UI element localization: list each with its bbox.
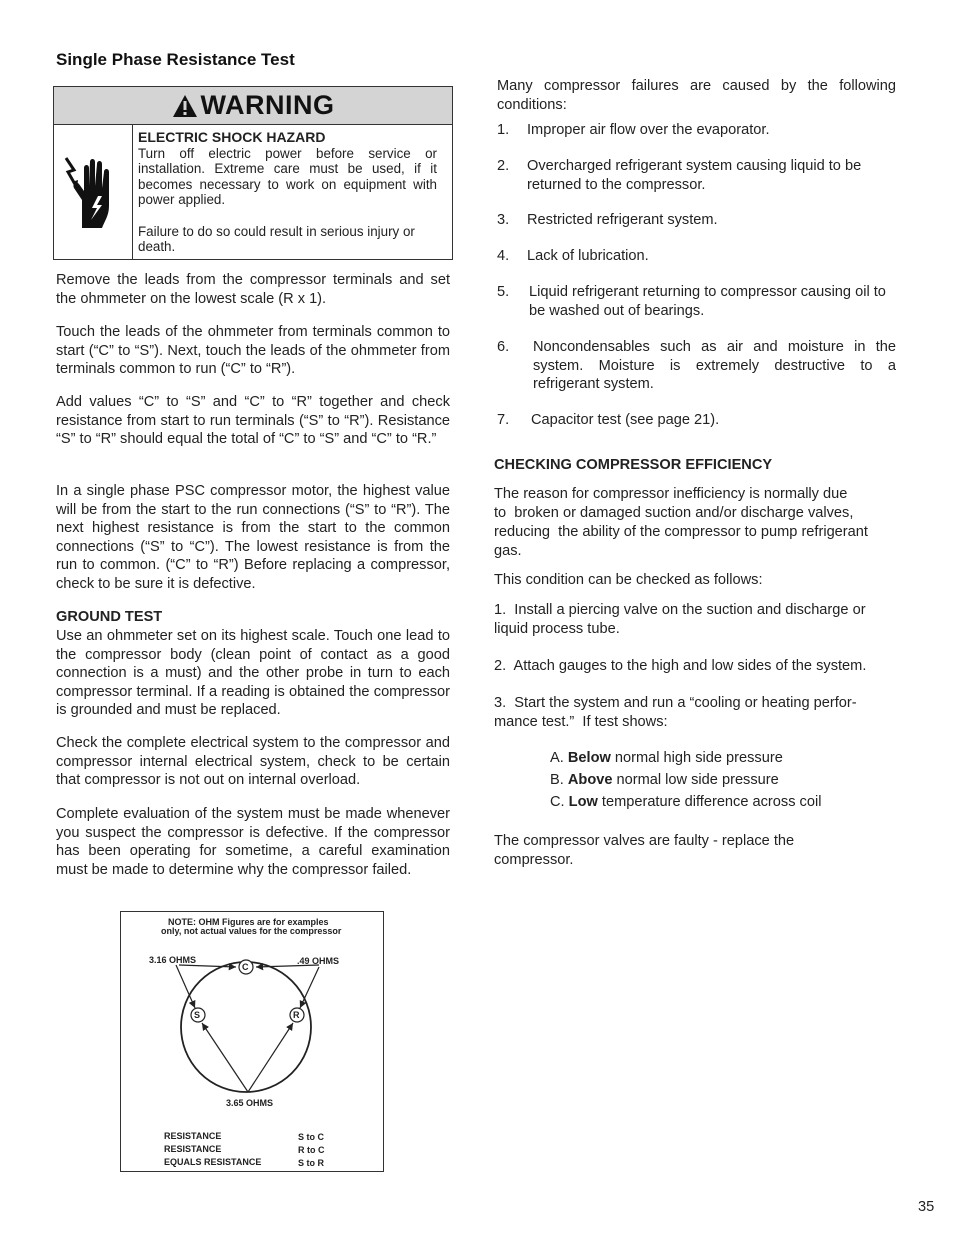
paragraph-check-electrical: Check the complete electrical system to the compressor and compressor internal electrical system, check to be certain that compressor is not out on internal overload. (56, 735, 450, 789)
note-line-1: NOTE: OHM Figures are for examples (168, 917, 329, 927)
step-2: 2. Attach gauges to the high and low sides of the system. (494, 658, 867, 674)
list-text: Capacitor test (see page 21). (531, 412, 720, 428)
sub-item-b (550, 772, 779, 788)
step-3-line: mance test.” If test shows: (494, 714, 668, 730)
paragraph-remove-leads: Remove the leads from the compressor terminals and set the ohmmeter on the lowest scale (R x 1). (56, 272, 450, 307)
paragraph-touch-leads: Touch the leads of the ohmmeter from terminals common to start (“C” to “S”). Next, touch the leads of the ohmmeter from terminals common to run (“C” to “R”). (56, 324, 450, 378)
conclusion-line: compressor. (494, 852, 574, 868)
sub-item-a (550, 750, 783, 766)
label-049-ohms: .49 OHMS (297, 956, 340, 966)
ohm-diagram (120, 911, 384, 1172)
sub-bold: Low (568, 794, 598, 810)
label-3-16-ohms: 3.16 OHMS (149, 955, 197, 965)
list-text: Restricted refrigerant system. (527, 212, 718, 228)
resistance-row-value: R to C (298, 1145, 325, 1155)
electric-shock-hand-icon (54, 125, 133, 260)
sub-letter: A. (550, 750, 564, 766)
list-text: Lack of lubrication. (527, 248, 649, 264)
warning-instruction: Turn off electric power before service or installation. Extreme care must be used, if it becomes necessary to work on equipment with power applied. (138, 145, 437, 207)
list-text: Noncondensables such as air and moisture in the system. Moisture is extremely destructive to a refrigerant system. (533, 339, 896, 393)
warning-triangle-icon (172, 94, 198, 118)
list-text: Liquid refrigerant returning to compressor causing oil to be washed out of bearings. (529, 284, 886, 319)
warning-box (53, 86, 453, 260)
resistance-row-label: EQUALS RESISTANCE (164, 1157, 262, 1167)
sub-text: normal high side pressure (610, 750, 783, 766)
condition-text: This condition can be checked as follows: (494, 572, 763, 588)
sub-bold: Above (567, 772, 613, 788)
paragraph-evaluation: Complete evaluation of the system must be made whenever you suspect the compressor is defective. If the compressor has been operating for sometime, a careful examination must be made to determine why the compressor failed. (56, 806, 450, 878)
warning-consequence: Failure to do so could result in serious injury or death. (138, 223, 415, 254)
list-text: Improper air flow over the evaporator. (527, 122, 770, 138)
page-number: 35 (918, 1199, 935, 1215)
sub-text: temperature difference across coil (597, 794, 822, 810)
efficiency-line: to broken or damaged suction and/or discharge valves, (494, 505, 854, 521)
resistance-row-label: RESISTANCE (164, 1131, 222, 1141)
conclusion-line: The compressor valves are faulty - replace the (494, 833, 795, 849)
efficiency-line: gas. (494, 543, 522, 559)
step-1-line: 1. Install a piercing valve on the suction and discharge or (494, 602, 866, 618)
list-number: 2. (497, 158, 510, 174)
list-number: 1. (497, 122, 510, 138)
list-number: 3. (497, 212, 510, 228)
list-number: 5. (497, 284, 510, 300)
sub-text: normal low side pressure (612, 772, 779, 788)
list-number: 4. (497, 248, 510, 264)
paragraph-failure-intro: Many compressor failures are caused by the following conditions: (497, 78, 896, 113)
resistance-row-value: S to C (298, 1132, 324, 1142)
paragraph-add-values: Add values “C” to “S” and “C” to “R” together and check resistance from start to run terminals (“S” to “R”). Resistance “S” to “R” should equal the total of “C” to “S” and “C” to “R.” (56, 394, 450, 448)
sub-letter: B. (550, 772, 564, 788)
paragraph-ground-test: Use an ohmmeter set on its highest scale. Touch one lead to the compressor body (clean point of contact as a good connection is a must) and the other probe in turn to each compressor terminal. If a reading is obtained the compressor is grounded and must be replaced. (56, 628, 450, 719)
list-number: 7. (497, 412, 510, 428)
paragraph-psc-motor: In a single phase PSC compressor motor, the highest value will be from the start to the run connections (“S” to “R”). The next highest resistance is from the start to the common connections (“S” to “C”). The lowest resistance is from the run to common. (“C” to “R”) Before replacing a compressor, check to be sure it is defective. (56, 483, 450, 592)
warning-text (133, 125, 452, 260)
ground-test-heading: GROUND TEST (56, 609, 163, 625)
page-title: Single Phase Resistance Test (56, 50, 295, 69)
sub-letter: C. (550, 794, 565, 810)
terminal-c-label: C (242, 962, 249, 972)
warning-title: WARNING (200, 90, 335, 120)
sub-item-c (550, 794, 821, 810)
terminal-r-label: R (293, 1010, 300, 1020)
efficiency-line: reducing the ability of the compressor to pump refrigerant (494, 524, 868, 540)
efficiency-line: The reason for compressor inefficiency is normally due (494, 486, 848, 502)
step-1-line: liquid process tube. (494, 621, 620, 637)
warning-header (54, 87, 452, 125)
label-3-65-ohms: 3.65 OHMS (226, 1098, 274, 1108)
note-line-2: only, not actual values for the compressor (161, 926, 342, 936)
list-text: Overcharged refrigerant system causing liquid to be returned to the compressor. (527, 158, 862, 193)
list-number: 6. (497, 339, 510, 355)
sub-bold: Below (567, 750, 611, 766)
terminal-s-label: S (194, 1010, 201, 1020)
efficiency-heading: CHECKING COMPRESSOR EFFICIENCY (494, 457, 773, 473)
resistance-row-value: S to R (298, 1158, 324, 1168)
step-3-line: 3. Start the system and run a “cooling or heating perfor- (494, 695, 857, 711)
compressor-circle (181, 962, 311, 1092)
resistance-row-label: RESISTANCE (164, 1144, 222, 1154)
hazard-title: ELECTRIC SHOCK HAZARD (138, 129, 326, 145)
